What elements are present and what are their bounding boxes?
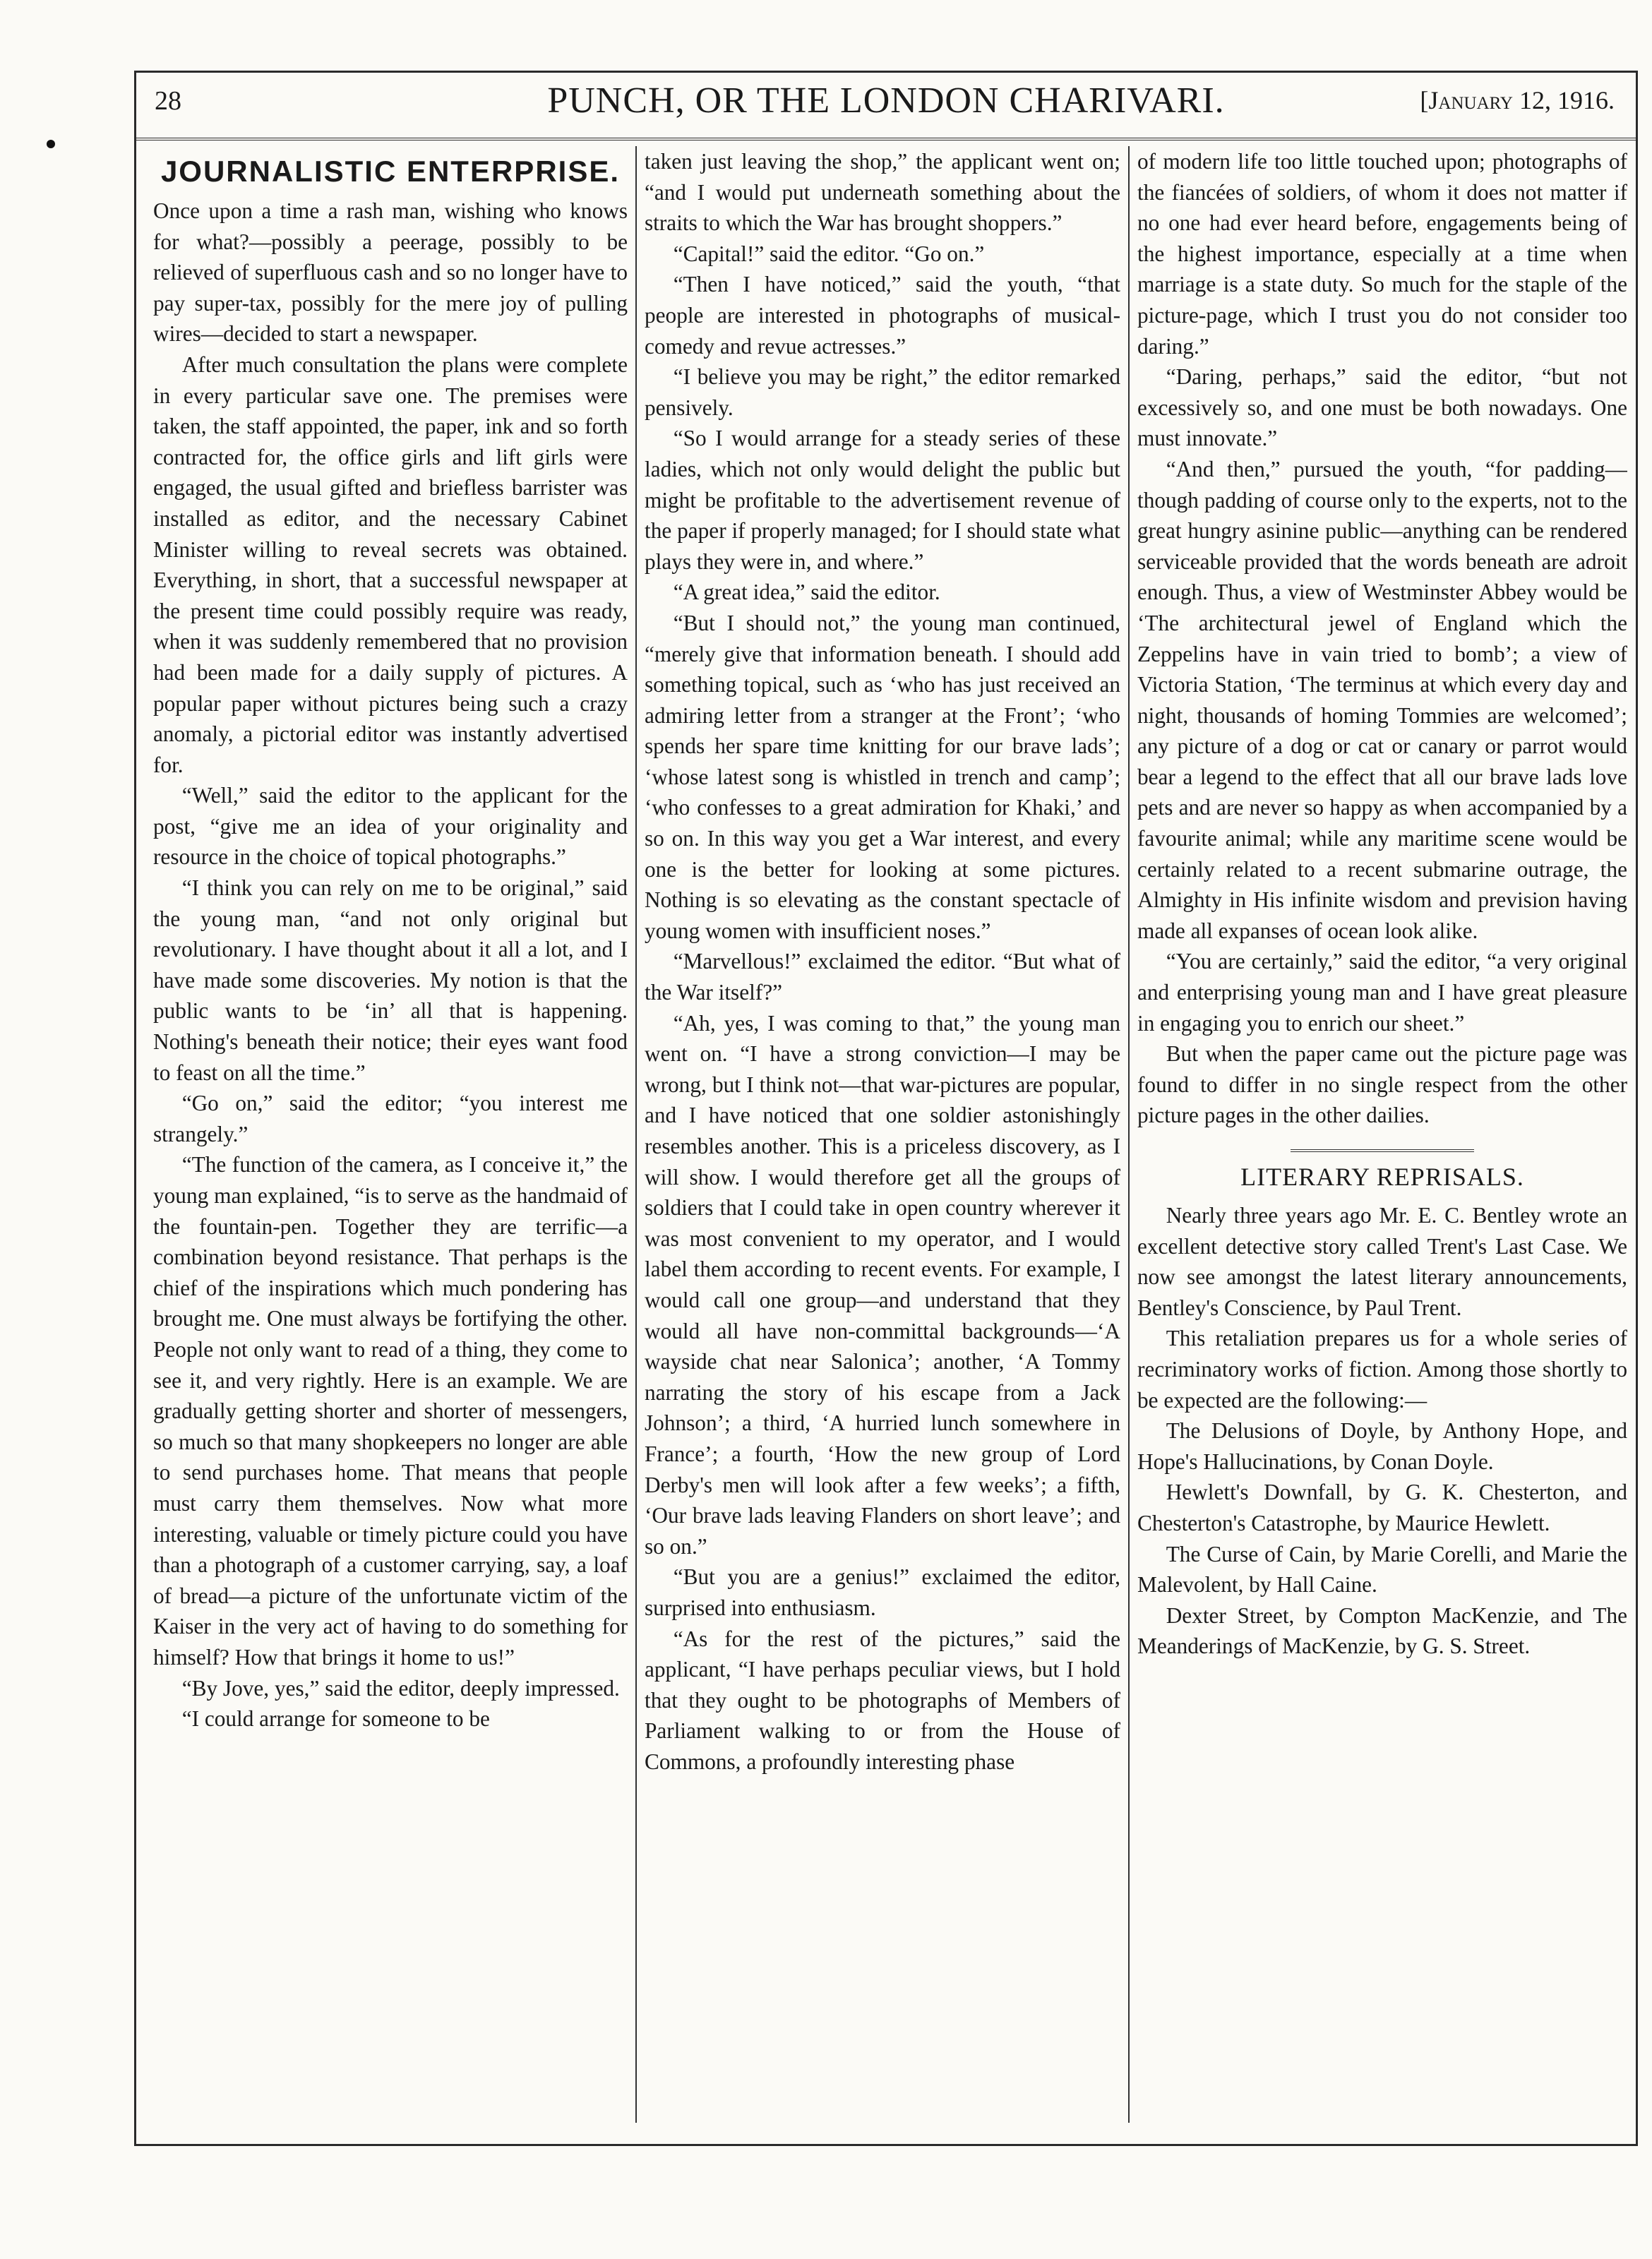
paragraph: “Capital!” said the editor. “Go on.” [673, 241, 985, 266]
paragraph: “But you are a genius!” exclaimed the editor, surprised into enthusiasm. [645, 1564, 1120, 1620]
list-item: The Delusions of Doyle, by Anthony Hope, and Hope's Hallucinations, by Conan Doyle. [1137, 1418, 1627, 1474]
column-3 [1137, 146, 1627, 2137]
paragraph: taken just leaving the shop,” the applicant went on; “and I would put underneath something about the straits to which the War has brought shoppers.” [645, 149, 1120, 236]
paragraph: “I think you can rely on me to be original,” said the young man, “and not only original but revolutionary. I have thought about it all a lot, and I have made some discoveries. My notion is that the public wants to be ‘in’ all that is happening. Nothing's beneath their notice; their eyes want food to feast on all the time.” [153, 875, 628, 1085]
paragraph: “By Jove, yes,” said the editor, deeply impressed. [181, 1675, 620, 1701]
paragraph: “Go on,” said the editor; “you interest me strangely.” [153, 1091, 628, 1146]
list-item: Hewlett's Downfall, by G. K. Chesterton, and Chesterton's Catastrophe, by Maurice Hewlett. [1137, 1480, 1627, 1535]
paragraph: Once upon a time a rash man, wishing who knows for what?—possibly a peerage, possibly to be relieved of superfluous cash and so no longer have to pay super-tax, possibly for the mere joy of pulling wires—decided to start a newspaper. [153, 198, 628, 347]
column-rule [635, 146, 637, 2123]
page-header [136, 73, 1636, 140]
paragraph: “So I would arrange for a steady series of these ladies, which not only would delight the public but might be profitable to the advertisement revenue of the paper if properly managed; for I should state what plays they were in, and where.” [645, 426, 1120, 574]
paragraph: Nearly three years ago Mr. E. C. Bentley wrote an excellent detective story called Trent's Last Case. We now see amongst the latest literary announcements, Bentley's Conscience, by Paul Trent. [1137, 1203, 1627, 1320]
column-2 [645, 146, 1120, 2137]
list-item: Dexter Street, by Compton MacKenzie, and The Meanderings of MacKenzie, by G. S. Street. [1137, 1602, 1627, 1659]
paragraph: “Well,” said the editor to the applicant for the post, “give me an idea of your originality and resource in the choice of topical photographs.” [153, 783, 628, 870]
paragraph: “You are certainly,” said the editor, “a very original and enterprising young man and I have great pleasure in engaging you to enrich our sheet.” [1137, 949, 1627, 1036]
masthead-title: PUNCH, OR THE LONDON CHARIVARI. [547, 80, 1225, 121]
paragraph: “A great idea,” said the editor. [673, 580, 940, 605]
list-item: The Curse of Cain, by Marie Corelli, and Marie the Malevolent, by Hall Caine. [1137, 1541, 1627, 1598]
paragraph: “Then I have noticed,” said the youth, “that people are interested in photographs of musical-comedy and revue actresses.” [645, 272, 1120, 359]
paragraph: After much consultation the plans were complete in every particular save one. The premises were taken, the staff appointed, the paper, ink and so forth contracted for, the office girls and lift girls were engaged, the usual gifted and briefless barrister was installed as editor, and the necessary Cabinet Minister willing to reveal secrets was obtained. Everything, in short, that a successful newspaper at the present time could possibly require was ready, when it was suddenly remembered that no provision had been made for a daily supply of pictures. A popular paper without pictures being such a crazy anomaly, a pictorial editor was instantly advertised for. [153, 352, 628, 777]
paragraph: “Daring, perhaps,” said the editor, “but not excessively so, and one must be both nowadays. One must innovate.” [1137, 364, 1627, 451]
paragraph: of modern life too little touched upon; photographs of the fiancées of soldiers, of whom it does not matter if no one had ever heard before, engagements being of the highest importance, especially at a time when marriage is a state duty. So much for the staple of the picture-page, which I trust you do not consider too daring.” [1137, 149, 1627, 359]
issue-date: [January 12, 1916. [1420, 86, 1615, 114]
section-separator [1291, 1149, 1474, 1152]
article-title: JOURNALISTIC ENTERPRISE. [160, 155, 621, 188]
paragraph: “As for the rest of the pictures,” said the applicant, “I have perhaps peculiar views, but I hold that they ought to be photographs of Members of Parliament walking to or from the House of Commons, a profoundly interesting phase [645, 1626, 1120, 1774]
paragraph: “But I should not,” the young man continued, “merely give that information beneath. I should add something topical, such as ‘who has just received an admiring letter from a stranger at the Front’; ‘who spends her spare time knitting for our brave lads’; ‘whose latest song is whistled in trench and camp’; ‘who confesses to a great admiration for Khaki,’ and so on. In this way you get a War interest, and every one is the better for looking at some pictures. Nothing is so elevating as the constant spectacle of young women with insufficient noses.” [645, 610, 1120, 943]
page-frame [134, 71, 1638, 2146]
column-rule [1128, 146, 1130, 2123]
paragraph: But when the paper came out the picture page was found to differ in no single respect from the other picture pages in the other dailies. [1137, 1041, 1627, 1128]
paragraph: “Ah, yes, I was coming to that,” the young man went on. “I have a strong conviction—I may be wrong, but I think not—that war-pictures are popular, and I have noticed that one soldier astonishingly resembles another. This is a priceless discovery, as I will show. I would therefore get all the groups of soldiers that I could take in open country wherever it was most convenient to my operator, and I would label them according to recent events. For example, I would call one group—and understand that they would all have non-committal backgrounds—‘A wayside chat near Salonica’; another, ‘A Tommy narrating the story of his escape from a Jack Johnson’; a third, ‘A hurried lunch somewhere in France’; a fourth, ‘How the new group of Lord Derby's men will look after a few weeks’; a fifth, ‘Our brave lads leaving Flanders on short leave’; and so on.” [645, 1010, 1120, 1559]
paragraph: “Marvellous!” exclaimed the editor. “But what of the War itself?” [645, 949, 1120, 1005]
paragraph: “And then,” pursued the youth, “for padding—though padding of course only to the experts, not to the great hungry asinine public—anything can be rendered serviceable provided that the words beneath are adroit enough. Thus, a view of Westminster Abbey would be ‘The architectural jewel of England which the Zeppelins have in vain tried to bomb’; a view of Victoria Station, ‘The terminus at which every day and night, thousands of homing Tommies are welcomed’; any picture of a dog or cat or canary or parrot would bear a legend to the effect that all our brave lads love pets and are never so happy as when accompanied by a favourite animal; while any maritime scene would be certainly related to a recent submarine outrage, the Almighty in His infinite wisdom and prevision having made all expanses of ocean look alike. [1137, 456, 1627, 943]
column-1 [153, 146, 628, 2137]
paragraph: “The function of the camera, as I conceive it,” the young man explained, “is to serve as the handmaid of the fountain-pen. Together they are terrific—a combination beyond resistance. That perhaps is the chief of the inspirations which much pondering has brought me. One must always be fortifying the other. People not only want to read of a thing, they come to see it, and very rightly. Here is an example. We are gradually getting shorter and shorter of messengers, so much so that many shopkeepers no longer are able to send purchases home. That means that people must carry them themselves. Now what more interesting, valuable or timely picture could you have than a photograph of a customer carrying, say, a loaf of bread—a picture of the unfortunate victim of the Kaiser in the very act of having to do something for himself? How that brings it home to us!” [153, 1152, 628, 1670]
article-title: LITERARY REPRISALS. [1240, 1163, 1524, 1191]
paragraph: “I could arrange for someone to be [181, 1706, 490, 1732]
paragraph: This retaliation prepares us for a whole series of recriminatory works of fiction. Among those shortly to be expected are the following:— [1137, 1326, 1627, 1413]
paragraph: “I believe you may be right,” the editor remarked pensively. [645, 364, 1120, 420]
ink-speck [47, 140, 55, 148]
page-number: 28 [155, 86, 181, 116]
reprisals-list [1137, 1200, 1627, 1662]
